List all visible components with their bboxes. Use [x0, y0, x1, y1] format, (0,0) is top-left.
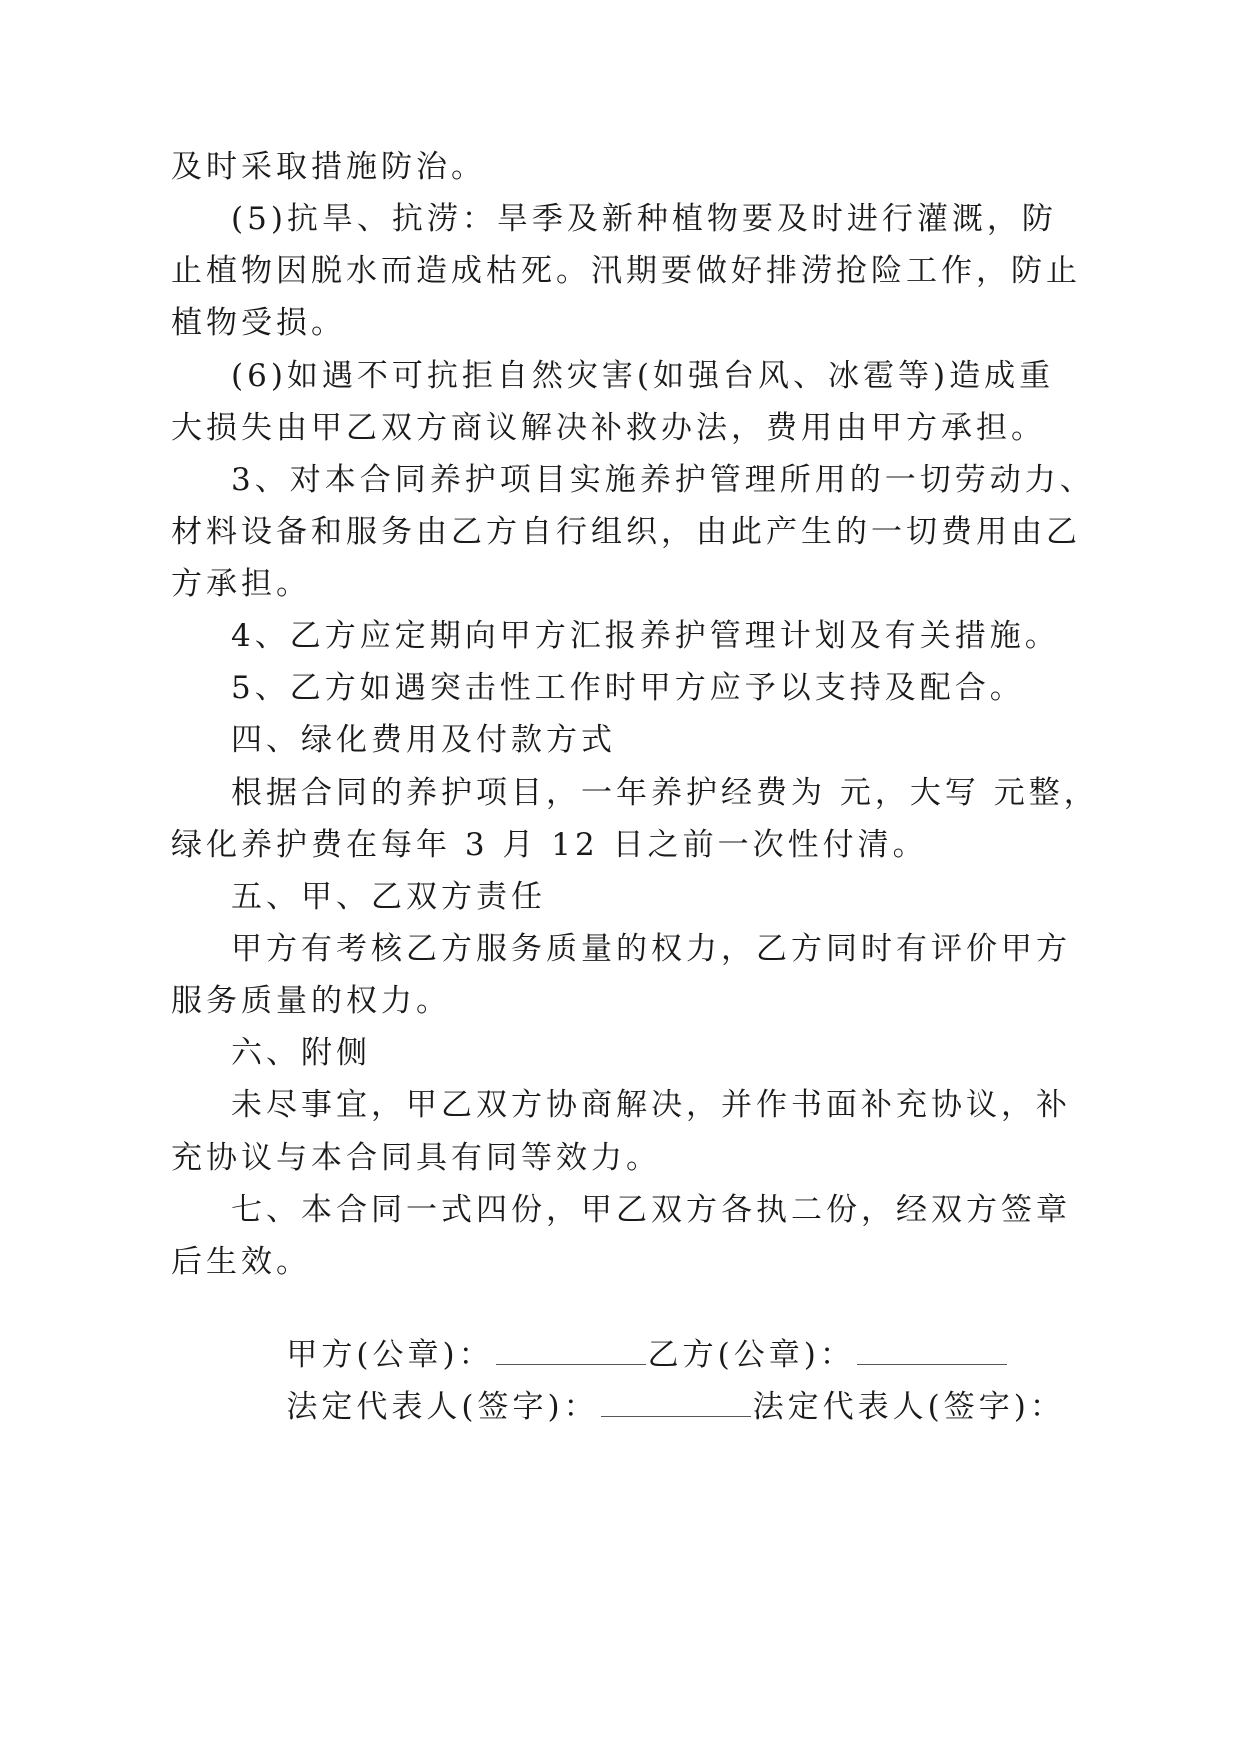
text-line: 方承担。 [171, 566, 311, 602]
rep-a-label: 法定代表人(签字)： [286, 1389, 599, 1425]
text-line: 七、本合同一式四份，甲乙双方各执二份，经双方签章 [231, 1192, 1071, 1228]
section-heading: 四、绿化费用及付款方式 [231, 722, 616, 758]
party-b-seal-label: 乙方(公章)： [647, 1337, 855, 1373]
text-line: 大损失由甲乙双方商议解决补救办法，费用由甲方承担。 [171, 410, 1046, 446]
rep-a-blank [601, 1388, 751, 1417]
text-line: 充协议与本合同具有同等效力。 [171, 1140, 661, 1176]
text-line: 材料设备和服务由乙方自行组织，由此产生的一切费用由乙 [171, 514, 1081, 550]
rep-b-label: 法定代表人(签字)： [752, 1389, 1065, 1425]
text-line: (6)如遇不可抗拒自然灾害(如强台风、冰雹等)造成重 [231, 358, 1055, 394]
text-line: 后生效。 [171, 1244, 311, 1280]
section-heading: 六、附侧 [231, 1035, 371, 1071]
text-line: 4、乙方应定期向甲方汇报养护管理计划及有关措施。 [231, 618, 1060, 654]
text-line: 植物受损。 [171, 305, 346, 341]
representative-signature-row [231, 1347, 1065, 1467]
section-heading: 五、甲、乙双方责任 [231, 879, 546, 915]
text-line: 5、乙方如遇突击性工作时甲方应予以支持及配合。 [231, 670, 1025, 706]
text-line: 止植物因脱水而造成枯死。汛期要做好排涝抢险工作，防止 [171, 253, 1081, 289]
text-line: 未尽事宜，甲乙双方协商解决，并作书面补充协议，补 [231, 1087, 1071, 1123]
text-line: 3、对本合同养护项目实施养护管理所用的一切劳动力、 [231, 462, 1095, 498]
text-line: 甲方有考核乙方服务质量的权力，乙方同时有评价甲方 [231, 931, 1071, 967]
party-a-seal-label: 甲方(公章)： [286, 1337, 494, 1373]
text-line: 绿化养护费在每年 3 月 12 日之前一次性付清。 [171, 827, 928, 863]
text-line: 及时采取措施防治。 [171, 149, 486, 185]
text-line: 根据合同的养护项目，一年养护经费为 元，大写 元整， [231, 775, 1099, 811]
text-line: (5)抗旱、抗涝：旱季及新种植物要及时进行灌溉，防 [231, 201, 1057, 237]
text-line: 服务质量的权力。 [171, 983, 451, 1019]
